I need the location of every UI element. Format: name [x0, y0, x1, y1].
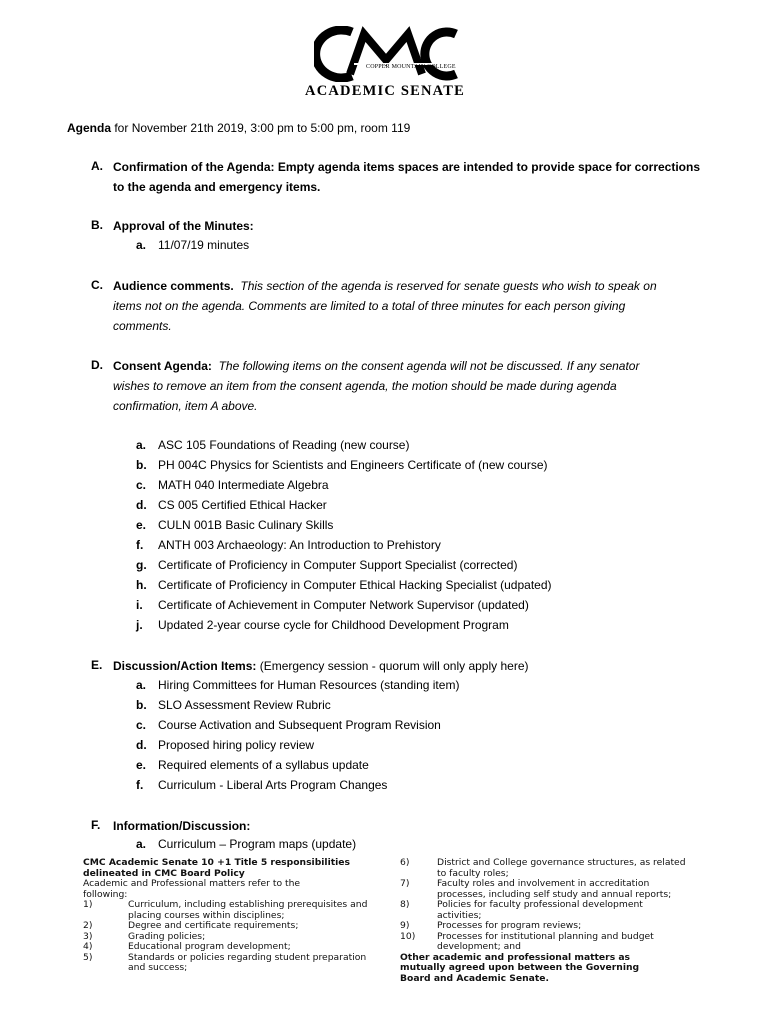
- list-item: Course Activation and Subsequent Program Revision: [158, 718, 441, 732]
- list-item-letter: d.: [136, 498, 147, 512]
- list-item: Curriculum – Program maps (update): [158, 837, 357, 851]
- policy-row-text: Educational program development;: [128, 941, 291, 952]
- policy-heading-line1: CMC Academic Senate 10 +1 Title 5 responsibilities: [83, 857, 350, 868]
- list-item-letter: a.: [136, 837, 147, 851]
- section-b-item: 11/07/19 minutes: [158, 238, 250, 252]
- list-item-letter: b.: [136, 458, 147, 472]
- policy-row-text: Faculty roles and involvement in accreditation: [437, 878, 650, 889]
- list-item: Curriculum - Liberal Arts Program Changes: [158, 778, 388, 792]
- section-c-desc1: This section of the agenda is reserved for senate guests who wish to speak on: [240, 279, 657, 293]
- section-f-letter: F.: [91, 818, 101, 832]
- policy-left-column: [83, 858, 378, 974]
- policy-intro-line2: following:: [83, 888, 128, 900]
- list-item: ANTH 003 Archaeology: An Introduction to Prehistory: [158, 538, 441, 552]
- section-e-line1: [113, 658, 528, 674]
- policy-row-text: Processes for institutional planning and budget: [437, 930, 654, 942]
- policy-row-text: Processes for program reviews;: [437, 920, 582, 931]
- section-d-line1: [113, 358, 639, 374]
- list-item-letter: h.: [136, 578, 147, 592]
- list-item: Hiring Committees for Human Resources (standing item): [158, 678, 460, 692]
- policy-row-number: 10): [400, 930, 416, 942]
- policy-row: [83, 963, 378, 974]
- section-b-letter: B.: [91, 218, 103, 232]
- policy-right-column: [400, 858, 690, 984]
- policy-row-text: processes, including self study and annual reports;: [437, 888, 672, 900]
- policy-closing-line3: Board and Academic Senate.: [400, 972, 549, 984]
- section-e-letter: E.: [91, 658, 103, 672]
- section-d-letter: D.: [91, 358, 103, 372]
- section-b-title: Approval of the Minutes:: [113, 219, 254, 233]
- agenda-date-line: [67, 120, 410, 136]
- policy-row-number: 2): [83, 920, 93, 931]
- policy-row: [83, 942, 378, 953]
- policy-heading-line2: delineated in CMC Board Policy: [83, 867, 245, 879]
- policy-row-text: development; and: [437, 941, 521, 952]
- section-b-item-letter: a.: [136, 238, 147, 252]
- section-d-line2: wishes to remove an item from the consent agenda, the motion should be made during agenda: [113, 379, 617, 393]
- section-d-line3: confirmation, item A above.: [113, 399, 258, 413]
- policy-row-text: Standards or policies regarding student preparation: [128, 951, 367, 963]
- list-item-letter: e.: [136, 518, 147, 532]
- list-item-letter: e.: [136, 758, 147, 772]
- policy-closing-line2: mutually agreed upon between the Governing: [400, 962, 640, 973]
- list-item: CS 005 Certified Ethical Hacker: [158, 498, 327, 512]
- list-item: Certificate of Proficiency in Computer Ethical Hacking Specialist (udpated): [158, 578, 552, 592]
- section-a-line2: to the agenda and emergency items.: [113, 180, 321, 194]
- list-item: PH 004C Physics for Scientists and Engineers Certificate of (new course): [158, 458, 548, 472]
- policy-row-number: 6): [400, 857, 410, 868]
- list-item-letter: a.: [136, 678, 147, 692]
- policy-row-text: activities;: [437, 909, 482, 921]
- policy-row-number: 5): [83, 951, 93, 963]
- policy-row: [83, 921, 378, 932]
- policy-row: [400, 942, 690, 953]
- policy-row: [400, 900, 690, 911]
- list-item: Certificate of Achievement in Computer Network Supervisor (updated): [158, 598, 529, 612]
- section-c-line3: comments.: [113, 319, 172, 333]
- agenda-date: for November 21th 2019, 3:00 pm to 5:00 pm, room 119: [111, 121, 411, 135]
- section-e-note: (Emergency session - quorum will only apply here): [256, 659, 529, 673]
- policy-row-number: 1): [83, 899, 93, 910]
- policy-row-text: Policies for faculty professional development: [437, 899, 643, 910]
- section-d-desc1: The following items on the consent agenda will not be discussed. If any senator: [218, 359, 640, 373]
- list-item-letter: b.: [136, 698, 147, 712]
- logo-subtitle: COPPER MOUNTAIN COLLEGE: [366, 64, 456, 70]
- list-item-letter: a.: [136, 438, 147, 452]
- cmc-logo-icon: [314, 26, 462, 82]
- policy-row-text: Curriculum, including establishing prerequisites and: [128, 899, 368, 910]
- list-item-letter: f.: [136, 778, 144, 792]
- policy-row-number: 4): [83, 941, 93, 952]
- list-item-letter: f.: [136, 538, 144, 552]
- list-item-letter: i.: [136, 598, 143, 612]
- list-item: CULN 001B Basic Culinary Skills: [158, 518, 334, 532]
- policy-row-number: 3): [83, 930, 93, 942]
- section-f-title: Information/Discussion:: [113, 819, 251, 833]
- list-item: Certificate of Proficiency in Computer Support Specialist (corrected): [158, 558, 518, 572]
- page-title: ACADEMIC SENATE: [305, 83, 465, 99]
- section-c-line1: [113, 278, 657, 294]
- section-a-letter: A.: [91, 159, 103, 173]
- policy-row: [400, 858, 690, 869]
- section-c-line2: items not on the agenda. Comments are limited to a total of three minutes for each person giving: [113, 299, 626, 313]
- section-e-title: Discussion/Action Items:: [113, 659, 257, 673]
- policy-row-text: to faculty roles;: [437, 867, 509, 879]
- policy-row-text: District and College governance structures, as related: [437, 857, 686, 868]
- list-item: Required elements of a syllabus update: [158, 758, 369, 772]
- policy-row: [400, 921, 690, 932]
- list-item-letter: c.: [136, 718, 147, 732]
- policy-row: [400, 879, 690, 890]
- policy-closing-line1: Other academic and professional matters as: [400, 951, 631, 963]
- section-a-line1: Confirmation of the Agenda: Empty agenda items spaces are intended to provide space for corrections: [113, 160, 701, 174]
- list-item-letter: j.: [136, 618, 143, 632]
- list-item: Updated 2-year course cycle for Childhood Development Program: [158, 618, 509, 632]
- policy-row-number: 9): [400, 920, 410, 931]
- section-c-letter: C.: [91, 278, 103, 292]
- policy-row-text: Degree and certificate requirements;: [128, 920, 299, 931]
- list-item: Proposed hiring policy review: [158, 738, 315, 752]
- policy-row-number: 7): [400, 878, 410, 889]
- list-item: MATH 040 Intermediate Algebra: [158, 478, 329, 492]
- policy-row-text: placing courses within disciplines;: [128, 909, 285, 921]
- policy-row: [83, 900, 378, 911]
- list-item-letter: g.: [136, 558, 147, 572]
- list-item-letter: c.: [136, 478, 147, 492]
- agenda-label: Agenda: [67, 121, 112, 135]
- policy-intro-line1: Academic and Professional matters refer to the: [83, 878, 301, 889]
- section-c-title: Audience comments.: [113, 279, 234, 293]
- list-item-letter: d.: [136, 738, 147, 752]
- list-item: SLO Assessment Review Rubric: [158, 698, 331, 712]
- section-d-title: Consent Agenda:: [113, 359, 212, 373]
- policy-row-text: Grading policies;: [128, 930, 206, 942]
- list-item: ASC 105 Foundations of Reading (new course): [158, 438, 410, 452]
- policy-row-text: and success;: [128, 962, 188, 973]
- policy-row-number: 8): [400, 899, 410, 910]
